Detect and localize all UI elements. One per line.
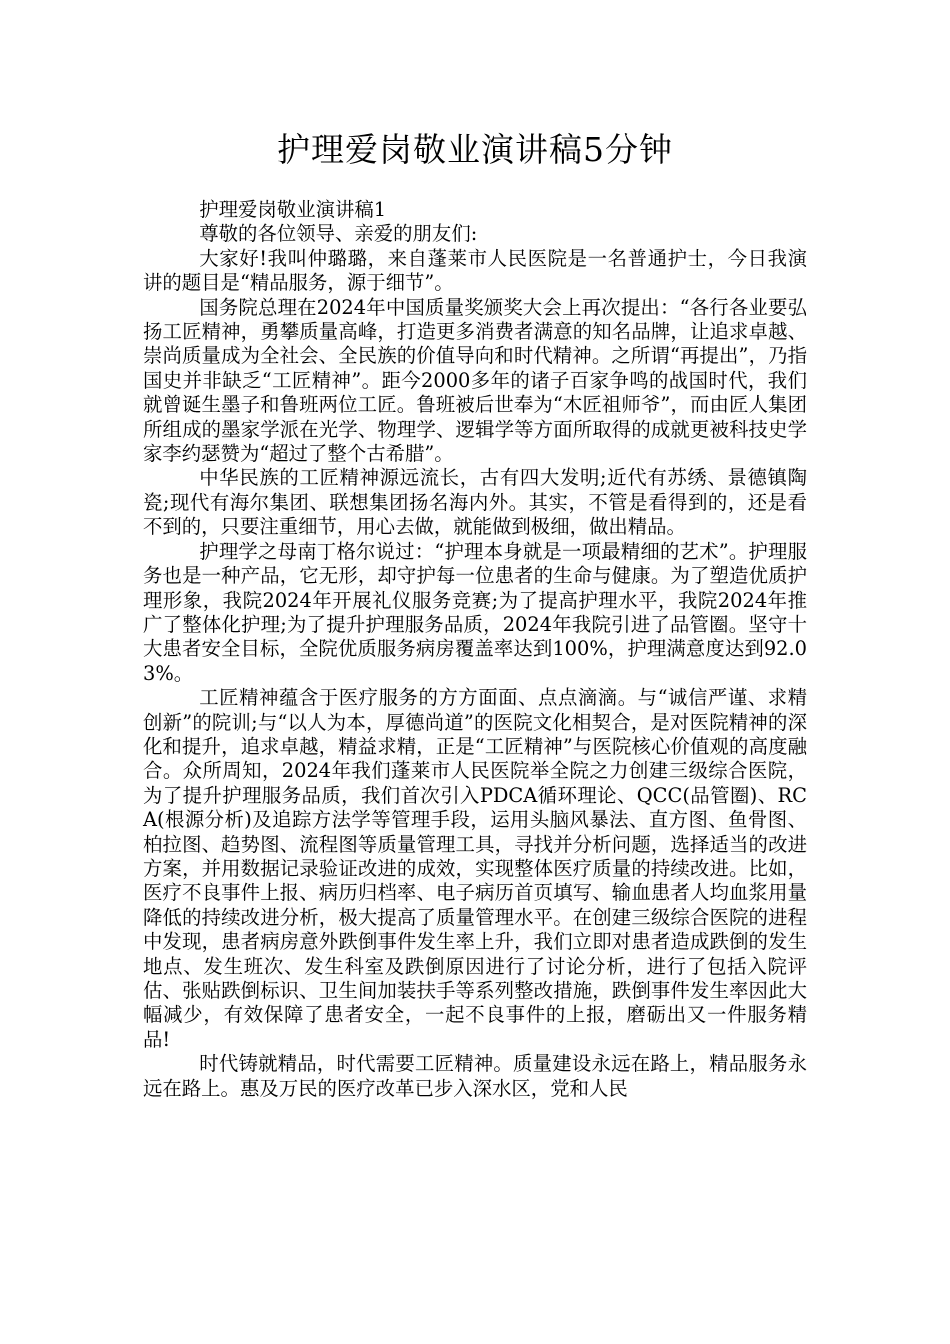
paragraph: 中华民族的工匠精神源远流长，古有四大发明;近代有苏绣、景德镇陶瓷;现代有海尔集团、联想集团扬名海内外。其实，不管是看得到的，还是看不到的，只要注重细节，用心去做，就能做到极细，做出精品。	[143, 466, 807, 539]
document-body	[143, 198, 807, 1101]
paragraph: 国务院总理在2024年中国质量奖颁奖大会上再次提出：“各行各业要弘扬工匠精神，勇攀质量高峰，打造更多消费者满意的知名品牌，让追求卓越、崇尚质量成为全社会、全民族的价值导向和时代精神。之所谓“再提出”，乃指国史并非缺乏“工匠精神”。距今2000多年的诸子百家争鸣的战国时代，我们就曾诞生墨子和鲁班两位工匠。鲁班被后世奉为“木匠祖师爷”，而由匠人集团所组成的墨家学派在光学、物理学、逻辑学等方面所取得的成就更被科技史学家李约瑟赞为“超过了整个古希腊”。	[143, 295, 807, 466]
document-title: 护理爱岗敬业演讲稿5分钟	[277, 130, 673, 169]
paragraph-greeting: 尊敬的各位领导、亲爱的朋友们:	[199, 222, 478, 246]
paragraph: 大家好!我叫仲璐璐，来自蓬莱市人民医院是一名普通护士，今日我演讲的题目是“精品服务，源于细节”。	[143, 246, 807, 295]
paragraph: 护理学之母南丁格尔说过：“护理本身就是一项最精细的艺术”。护理服务也是一种产品，它无形，却守护每一位患者的生命与健康。为了塑造优质护理形象，我院2024年开展礼仪服务竞赛;为了提高护理水平，我院2024年推广了整体化护理;为了提升护理服务品质，2024年我院引进了品管圈。坚守十大患者安全目标，全院优质服务病房覆盖率达到100%，护理满意度达到92.03%。	[143, 539, 807, 685]
paragraph: 工匠精神蕴含于医疗服务的方方面面、点点滴滴。与“诚信严谨、求精创新”的院训;与“以人为本，厚德尚道”的医院文化相契合，是对医院精神的深化和提升，追求卓越，精益求精，正是“工匠精神”与医院核心价值观的高度融合。众所周知，2024年我们蓬莱市人民医院举全院之力创建三级综合医院，为了提升护理服务品质，我们首次引入PDCA循环理论、QCC(品管圈)、RCA(根源分析)及追踪方法学等管理手段，运用头脑风暴法、直方图、鱼骨图、柏拉图、趋势图、流程图等质量管理工具，寻找并分析问题，选择适当的改进方案，并用数据记录验证改进的成效，实现整体医疗质量的持续改进。比如，医疗不良事件上报、病历归档率、电子病历首页填写、输血患者人均血浆用量降低的持续改进分析，极大提高了质量管理水平。在创建三级综合医院的进程中发现，患者病房意外跌倒事件发生率上升，我们立即对患者造成跌倒的发生地点、发生班次、发生科室及跌倒原因进行了讨论分析，进行了包括入院评估、张贴跌倒标识、卫生间加装扶手等系列整改措施，跌倒事件发生率因此大幅减少，有效保障了患者安全，一起不良事件的上报，磨砺出又一件服务精品!	[143, 686, 807, 1051]
paragraph: 时代铸就精品，时代需要工匠精神。质量建设永远在路上，精品服务永远在路上。惠及万民的医疗改革已步入深水区，党和人民	[143, 1052, 807, 1100]
paragraph-subtitle: 护理爱岗敬业演讲稿1	[199, 198, 387, 221]
